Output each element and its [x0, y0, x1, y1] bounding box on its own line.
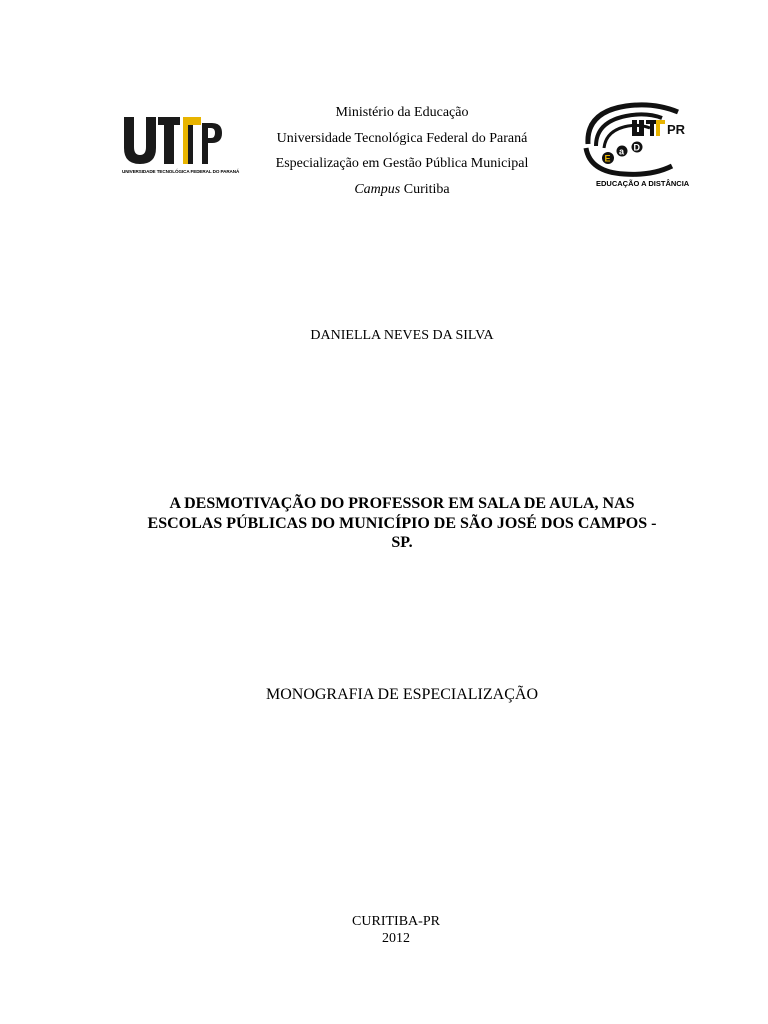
document-type: MONOGRAFIA DE ESPECIALIZAÇÃO — [265, 686, 538, 703]
ead-letter-a: a — [619, 146, 625, 157]
utfpr-logo-subtitle: UNIVERSIDADE TECNOLÓGICA FEDERAL DO PARANÁ — [122, 169, 240, 174]
document-title — [100, 494, 704, 553]
ead-logo-caption: EDUCAÇÃO A DISTÂNCIA — [596, 179, 690, 188]
campus-word: Campus — [354, 181, 401, 197]
university-line: Universidade Tecnológica Federal do Paraná — [276, 130, 528, 146]
ead-letter-d: D — [633, 142, 640, 153]
ead-logo — [582, 98, 698, 190]
course-line: Especialização em Gestão Pública Municipal — [275, 156, 529, 171]
title-line-3: SP. — [391, 534, 413, 551]
title-line-2: ESCOLAS PÚBLICAS DO MUNICÍPIO DE SÃO JOSÉ DOS CAMPOS - — [147, 514, 657, 532]
campus-city: Curitiba — [403, 181, 450, 197]
place: CURITIBA-PR — [352, 914, 440, 929]
ead-letter-e: E — [604, 153, 611, 164]
ead-logo-mark — [582, 98, 698, 178]
title-line-1: A DESMOTIVAÇÃO DO PROFESSOR EM SALA DE AULA, NAS — [169, 495, 635, 512]
year: 2012 — [382, 930, 410, 946]
place-and-year — [0, 914, 768, 947]
author-name: DANIELLA NEVES DA SILVA — [310, 328, 494, 343]
svg-text:PR: PR — [667, 122, 686, 137]
ministry-line: Ministério da Educação — [335, 105, 469, 120]
